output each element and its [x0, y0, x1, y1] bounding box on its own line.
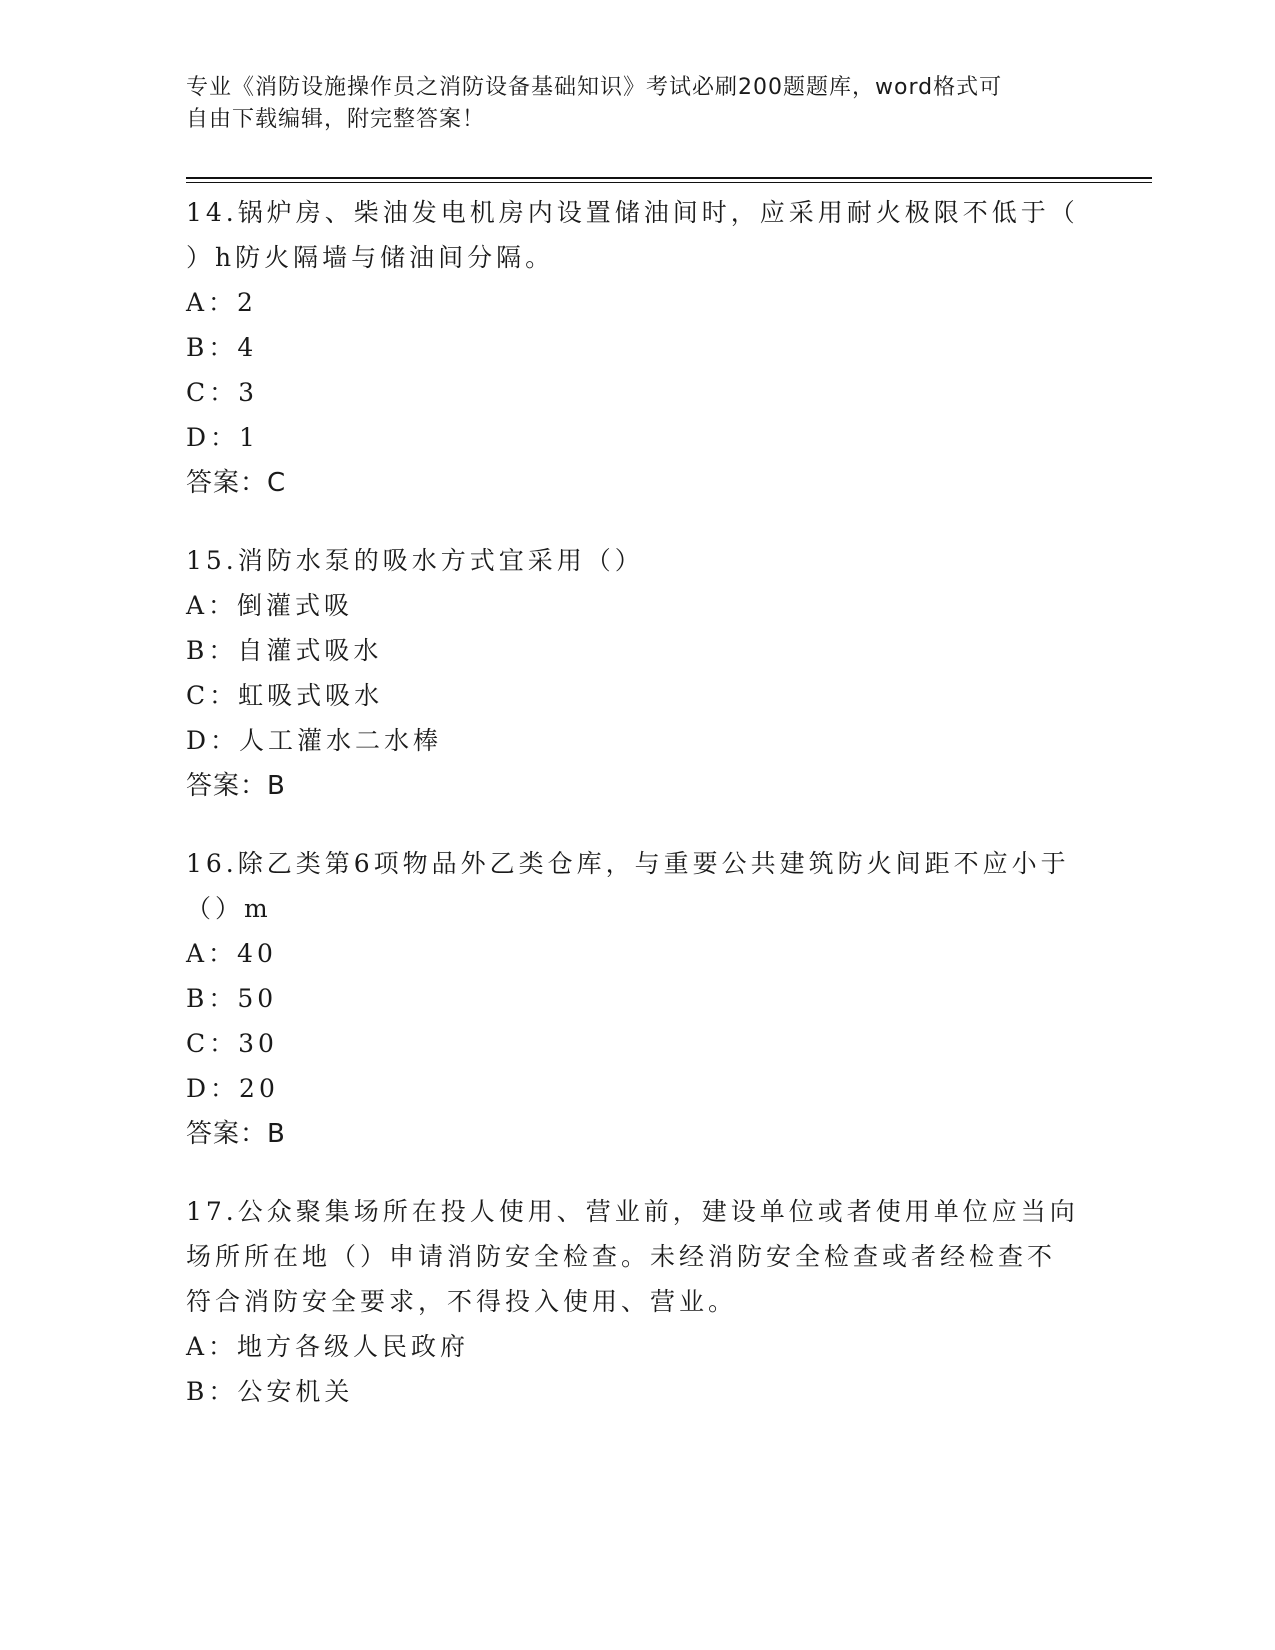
option-a: A：地方各级人民政府: [186, 1332, 470, 1361]
header-line-1: 专业《消防设施操作员之消防设备基础知识》考试必刷200题题库，word格式可: [186, 75, 1003, 100]
question-stem-line: 14.锅炉房、柴油发电机房内设置储油间时，应采用耐火极限不低于（: [186, 198, 1079, 227]
option-b: B：公安机关: [186, 1377, 354, 1406]
answer-line: 答案：B: [186, 1119, 286, 1149]
option-b: B：自灌式吸水: [186, 636, 383, 665]
question-stem-line: 16.除乙类第6项物品外乙类仓库，与重要公共建筑防火间距不应小于: [186, 849, 1070, 878]
question-15: [186, 538, 1086, 809]
question-stem-line: 场所所在地（）申请消防安全检查。未经消防安全检查或者经检查不: [186, 1242, 1057, 1271]
option-a: A：40: [186, 939, 277, 968]
header-rule-thick: [186, 177, 1152, 179]
document-header: [186, 72, 1066, 136]
question-16: [186, 841, 1086, 1157]
option-d: D：20: [186, 1074, 279, 1103]
option-a: A：2: [186, 288, 257, 317]
question-14: [186, 190, 1086, 506]
option-c: C：30: [186, 1029, 278, 1058]
option-b: B：4: [186, 333, 258, 362]
header-line-2: 自由下载编辑，附完整答案！: [186, 107, 486, 132]
answer-line: 答案：C: [186, 468, 287, 498]
question-stem-line: 符合消防安全要求，不得投入使用、营业。: [186, 1287, 738, 1316]
header-rule-thin: [186, 182, 1152, 183]
option-c: C：3: [186, 378, 259, 407]
option-d: D：人工灌水二水棒: [186, 726, 443, 755]
question-17: [186, 1189, 1086, 1414]
question-stem-line: 15.消防水泵的吸水方式宜采用（）: [186, 546, 644, 575]
answer-line: 答案：B: [186, 771, 286, 801]
question-stem-line: （）m: [186, 894, 272, 923]
option-c: C：虹吸式吸水: [186, 681, 384, 710]
question-stem-line: ）h防火隔墙与储油间分隔。: [186, 243, 555, 272]
option-d: D：1: [186, 423, 259, 452]
question-list: [186, 190, 1086, 1446]
option-b: B：50: [186, 984, 278, 1013]
option-a: A：倒灌式吸: [186, 591, 354, 620]
question-stem-line: 17.公众聚集场所在投人使用、营业前，建设单位或者使用单位应当向: [186, 1197, 1079, 1226]
